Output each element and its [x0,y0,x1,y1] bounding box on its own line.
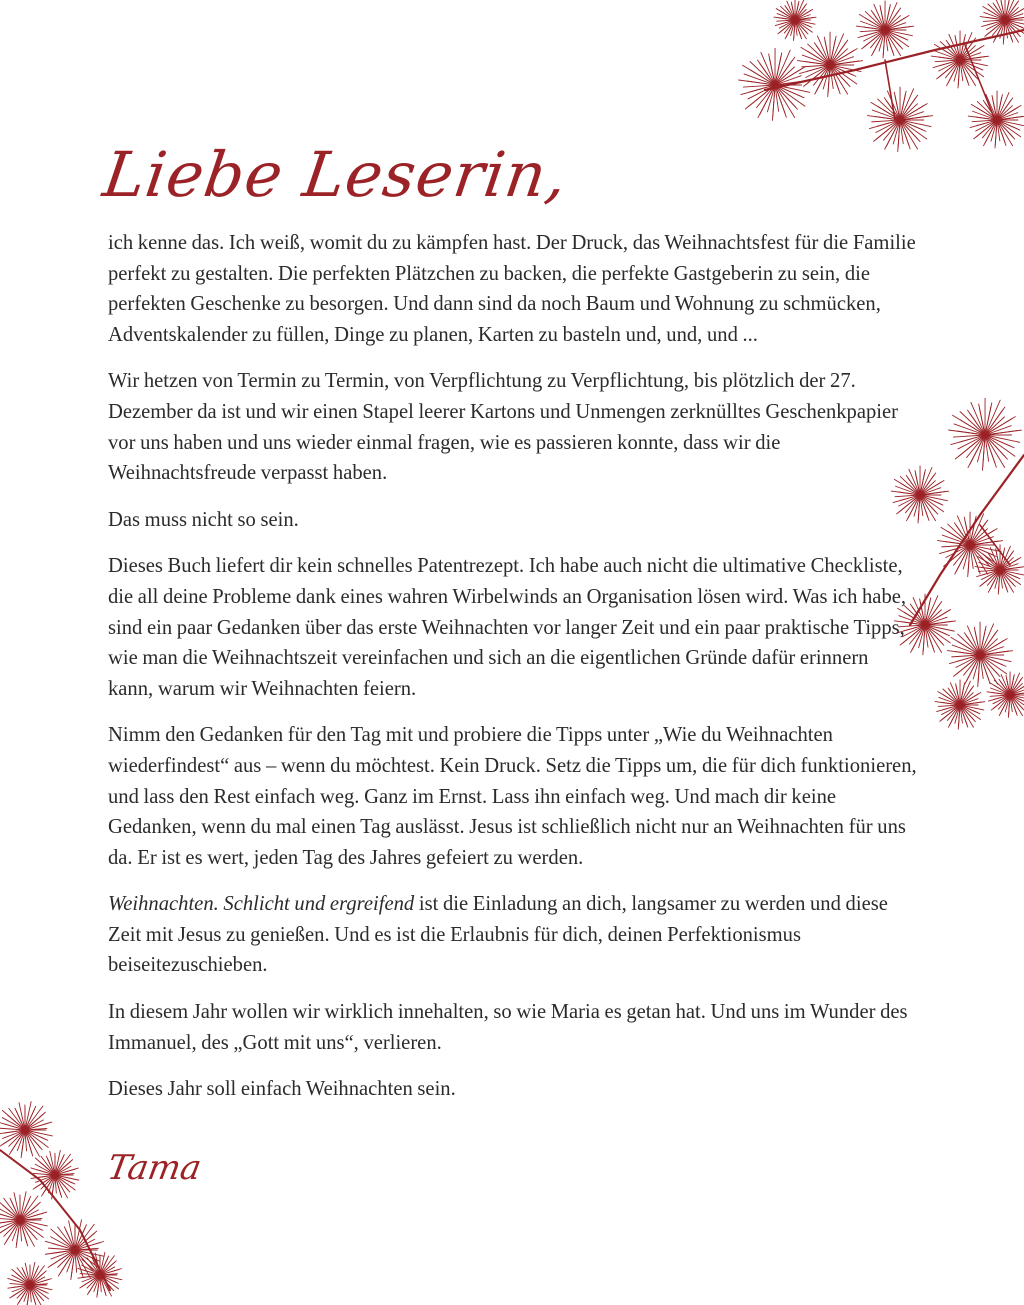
pine-branch-top-right [735,0,1024,170]
paragraph-1: ich kenne das. Ich weiß, womit du zu kämpfen hast. Der Druck, das Weihnachtsfest für die Familie perfekt zu gestalten. Die perfekten Plätzchen zu backen, die perfekte Gastgeberin zu sein, die perfekten Geschenke zu besorgen. Und dann sind da noch Baum und Wohnung zu schmücken, Adventskalender zu füllen, Dinge zu planen, Karten zu basteln und, und, und ... [108,232,916,346]
salutation: Liebe Leserin, [98,138,573,211]
signature: Tama [104,1148,205,1188]
paragraph-6 [108,889,918,981]
paragraph-3: Das muss nicht so sein. [108,508,299,531]
paragraph-6-text: ist die Einladung an dich, langsamer zu werden und diese Zeit mit Jesus zu genießen. Und es ist die Erlaubnis für dich, deinen Perfektionismus beiseitezuschieben. [108,893,888,977]
book-title: Weihnachten. Schlicht und ergreifend [108,893,415,916]
paragraph-5: Nimm den Gedanken für den Tag mit und probiere die Tipps unter „Wie du Weihnachten wiederfindest“ aus – wenn du möchtest. Kein Druck. Setz die Tipps um, die für dich funktionieren, und lass den Rest einfach weg. Ganz im Ernst. Lass ihn einfach weg. Und mach dir keine Gedanken, wenn du mal einen Tag auslässt. Jesus ist schließlich nicht nur an Weihnachten für uns da. Er ist es wert, jeden Tag des Jahres gefeiert zu werden. [108,724,917,869]
pine-branch-bottom-left [0,1090,130,1305]
paragraph-7: In diesem Jahr wollen wir wirklich innehalten, so wie Maria es getan hat. Und uns im Wunder des Immanuel, des „Gott mit uns“, verlieren. [108,1001,908,1054]
letter-body [108,228,918,1121]
paragraph-8: Dieses Jahr soll einfach Weihnachten sein. [108,1078,456,1101]
paragraph-2: Wir hetzen von Termin zu Termin, von Verpflichtung zu Verpflichtung, bis plötzlich der 27. Dezember da ist und wir einen Stapel leerer Kartons und Unmengen zerknülltes Geschenkpapier vor uns haben und uns wieder einmal fragen, wie es passieren konnte, dass wir die Weihnachtsfreude verpasst haben. [108,370,899,485]
paragraph-4: Dieses Buch liefert dir kein schnelles Patentrezept. Ich habe auch nicht die ultimative Checkliste, die all deine Probleme dank eines wahren Wirbelwinds an Organisation lösen wird. Was ich habe, sind ein paar Gedanken über das erste Weihnachten vor langer Zeit und ein paar praktische Tipps, wie man die Weihnachtszeit vereinfachen und sich an die eigentlichen Gründe dafür erinnern kann, warum wir Weihnachten feiern. [108,555,907,700]
